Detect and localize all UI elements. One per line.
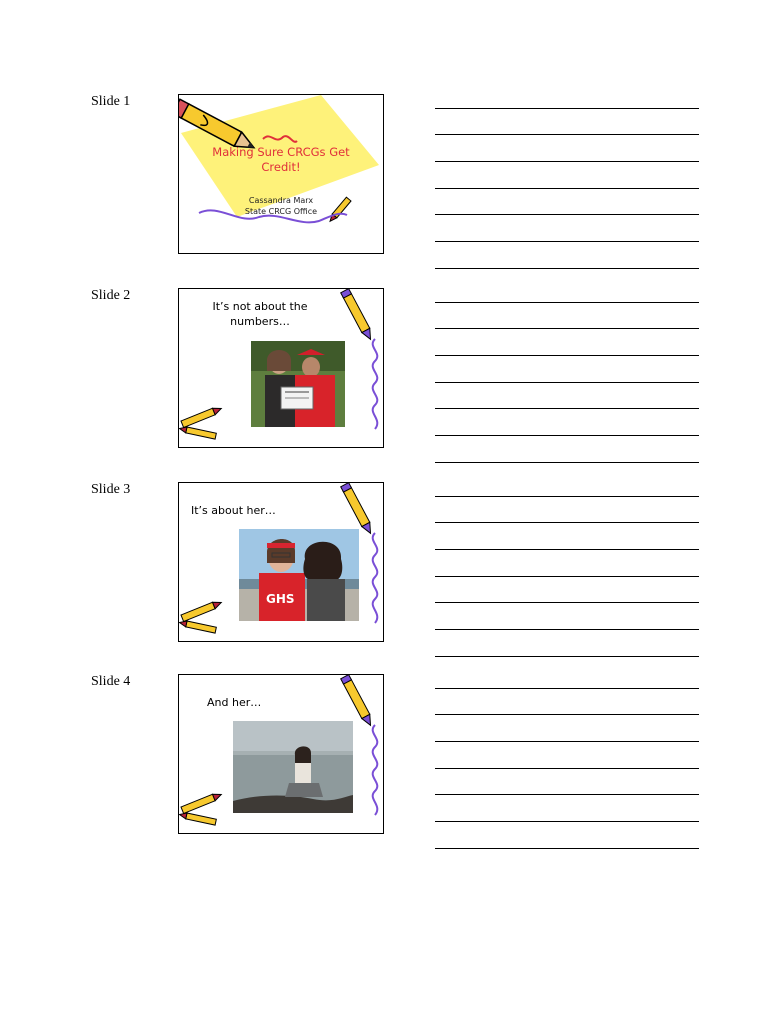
notes-line <box>435 462 699 463</box>
notes-line <box>435 768 699 769</box>
notes-line <box>435 496 699 497</box>
slide-1-label: Slide 1 <box>91 94 131 109</box>
squiggle-line <box>373 533 378 623</box>
slide-3-label: Slide 3 <box>91 482 131 497</box>
notes-line <box>435 108 699 109</box>
crossed-pencils-icon <box>179 405 223 439</box>
slide-4-label: Slide 4 <box>91 674 131 689</box>
notes-line <box>435 241 699 242</box>
notes-line <box>435 268 699 269</box>
pencil-icon <box>341 675 375 727</box>
notes-line <box>435 408 699 409</box>
notes-line <box>435 656 699 657</box>
notes-line <box>435 741 699 742</box>
notes-line <box>435 794 699 795</box>
notes-line <box>435 302 699 303</box>
crossed-pencils-icon <box>179 599 223 633</box>
lake-photo <box>233 721 353 813</box>
notes-line <box>435 522 699 523</box>
shirt-text: GHS <box>266 592 295 606</box>
slide-2-text <box>195 299 325 329</box>
notes-line <box>435 848 699 849</box>
notes-line <box>435 688 699 689</box>
notes-line <box>435 602 699 603</box>
notes-line <box>435 576 699 577</box>
squiggle-line <box>373 339 378 429</box>
slide-1-title: Making Sure CRCGs Get Credit! <box>212 145 350 174</box>
slide-2-text-line1: It’s not about the <box>212 300 308 313</box>
slide-2-thumbnail[interactable] <box>178 288 384 448</box>
slide-4-text: And her… <box>207 696 262 709</box>
notes-line <box>435 435 699 436</box>
slide-2-text-line2: numbers… <box>230 315 290 328</box>
presenter-office: State CRCG Office <box>244 207 318 216</box>
two-women-photo <box>239 529 359 621</box>
slide-1-thumbnail[interactable] <box>178 94 384 254</box>
slide-4-thumbnail[interactable] <box>178 674 384 834</box>
slide-3-text: It’s about her… <box>191 504 276 517</box>
notes-line <box>435 161 699 162</box>
slide-3-thumbnail[interactable] <box>178 482 384 642</box>
squiggle-line <box>373 725 378 815</box>
presenter-name: Cassandra Marx <box>248 196 314 205</box>
notes-line <box>435 355 699 356</box>
notes-line <box>435 549 699 550</box>
slide-1-subtitle <box>219 195 343 217</box>
notes-line <box>435 629 699 630</box>
notes-line <box>435 214 699 215</box>
pencil-icon <box>341 289 375 341</box>
notes-line <box>435 134 699 135</box>
notes-line <box>435 382 699 383</box>
graduation-photo <box>251 341 345 427</box>
notes-line <box>435 188 699 189</box>
pencil-icon <box>341 483 375 535</box>
notes-line <box>435 821 699 822</box>
crossed-pencils-icon <box>179 791 223 825</box>
notes-line <box>435 328 699 329</box>
slide-2-label: Slide 2 <box>91 288 131 303</box>
notes-line <box>435 714 699 715</box>
